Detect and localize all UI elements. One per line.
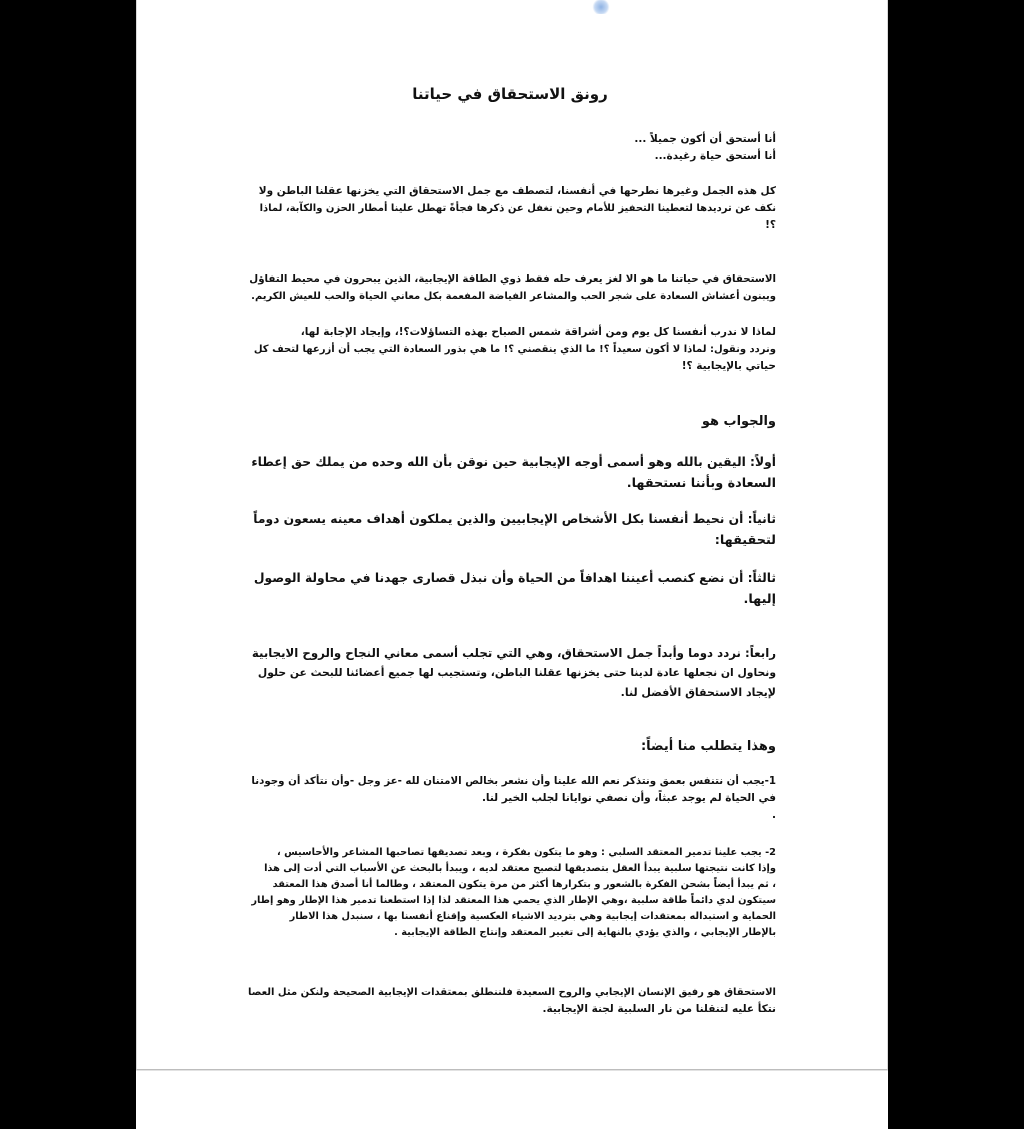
paragraph-1 bbox=[248, 183, 776, 234]
point-first bbox=[248, 451, 776, 495]
paragraph-line: الاستحقاق في حياتنا ما هو الا لغز يعرف حله فقط ذوي الطاقة الإيجابية، الذين يبحرون في محيط التفاؤل bbox=[249, 273, 776, 285]
answer-heading bbox=[248, 412, 776, 432]
paragraph-line: ويبنون أعشاش السعادة على شجر الحب والمشاعر الفياضة المفعمة بكل معاني الحياة والحب للعيش الكريم. bbox=[251, 291, 776, 302]
document-title: رونق الاستحقاق في حياتنا bbox=[412, 85, 608, 103]
paragraph-line: ونردد ونقول: لماذا لا أكون سعيداً ؟! ما الذي ينقصني ؟! ما هي بذور السعادة التي يجب أن أزرعها لتحف كل bbox=[253, 344, 776, 355]
item-line: بالإطار الإيجابي ، والذي يؤدي بالنهاية إلى تغيير المعتقد وإنتاج الطاقة الإيجابية . bbox=[394, 927, 776, 938]
scan-blot bbox=[592, 0, 610, 14]
point-line: إليها. bbox=[743, 592, 776, 607]
point-second bbox=[248, 508, 776, 552]
item-line: . bbox=[772, 809, 776, 821]
heading-text: والجواب هو bbox=[701, 414, 776, 429]
heading-text: وهذا يتطلب منا أيضاً: bbox=[640, 739, 776, 754]
paragraph-2 bbox=[248, 271, 776, 305]
intro-line: أنا أستحق حياة رغيدة... bbox=[654, 150, 776, 162]
paragraph-line: لماذا لا ندرب أنفسنا كل يوم ومن أشراقة شمس الصباح بهذه التساؤلات؟!، وإيجاد الإجابة لها، bbox=[300, 326, 776, 338]
intro-line: أنا أستحق أن أكون جميلاً ... bbox=[634, 133, 776, 145]
conclusion-paragraph bbox=[248, 984, 776, 1018]
item-2 bbox=[248, 845, 776, 941]
item-line: 2- يجب علينا تدمير المعتقد السلبي : وهو ما يتكون بفكرة ، وبعد تصديقها تصاحبها المشاعر والأحاسيس ، bbox=[277, 847, 776, 858]
item-line: وإذا كانت نتيجتها سلبية يبدأ العقل بتصديقها لتصبح معتقد لديه ، ويبدأ بالبحث عن الأسباب التي أدت إلى هذا bbox=[264, 863, 776, 874]
item-line: الحماية و استبداله بمعتقدات إيجابية وهي بترديد الاشياء العكسية وإقناع أنفسنا بها ، سنبدل هذا الاطار bbox=[289, 911, 776, 922]
item-line: ، ثم يبدأ أيضاً بشحن الفكرة بالشعور و بتكرارها أكثر من مرة يتكون المعتقد ، وطالما أنا أصدق هذا المعتقد bbox=[272, 879, 776, 890]
intro-paragraph bbox=[248, 131, 776, 165]
item-line: 1-يجب أن نتنفس بعمق ونتذكر نعم الله علينا وأن نشعر بخالص الامتنان لله -عز وجل -وأن نتأكد أن وجودنا bbox=[251, 775, 776, 787]
point-line: ثالثاً: أن نضع كنصب أعيننا اهدافاً من الحياة وأن نبذل قصارى جهدنا في محاولة الوصول bbox=[253, 571, 776, 585]
point-fourth bbox=[248, 643, 776, 703]
item-line: سيتكون لدي دائماً طاقة سلبية ،وهي الإطار الذي يحمي هذا المعتقد لذا إذا استطعنا تدمير هذا الإطار وهو إطار bbox=[251, 895, 776, 906]
paragraph-line: ؟! bbox=[765, 219, 776, 231]
item-line: في الحياة لم يوجد عبثاً، وأن نصفي نوايانا لجلب الخير لنا. bbox=[481, 792, 776, 804]
paragraph-line: حياتي بالإيجابية ؟! bbox=[681, 360, 776, 372]
next-page-area bbox=[136, 1070, 888, 1129]
point-line: لإيجاد الاستحقاق الأفضل لنا. bbox=[620, 686, 776, 699]
point-line: رابعاً: نردد دوما وأبداً جمل الاستحقاق، وهي التي تجلب أسمى معاني النجاح والروح الايجابية bbox=[251, 646, 776, 660]
point-line: لتحقيقها: bbox=[714, 533, 776, 548]
requires-heading bbox=[248, 737, 776, 757]
point-line: ثانياً: أن نحيط أنفسنا بكل الأشخاص الإيجابيين والذين يملكون أهداف معينه يسعون دوماً bbox=[253, 512, 776, 526]
point-line: السعادة وبأننا نستحقها. bbox=[626, 476, 776, 491]
point-third bbox=[248, 567, 776, 611]
point-line: أولاً: اليقين بالله وهو أسمى أوجه الإيجابية حين نوقن بأن الله وحده من يملك حق إعطاء bbox=[251, 455, 776, 469]
paragraph-3 bbox=[248, 324, 776, 375]
paragraph-line: كل هذه الجمل وغيرها نطرحها في أنفسنا، لتصطف مع جمل الاستحقاق التي يخزنها عقلنا الباطن ولا bbox=[258, 185, 776, 197]
paragraph-line: الاستحقاق هو رفيق الإنسان الإيجابي والروح السعيدة فلننطلق بمعتقدات الإيجابية الصحيحة ولنكن مثل العصا bbox=[248, 987, 776, 998]
item-1 bbox=[248, 773, 776, 824]
point-line: ونحاول ان نجعلها عادة لدينا حتى يخزنها عقلنا الباطن، وتستجيب لها جميع أعضائنا للبحث عن حلول bbox=[257, 666, 776, 679]
paragraph-line: نكف عن ترديدها لتعطينا التحفيز للأمام وحين نغفل عن ذكرها فجأةً تهطل علينا أمطار الحزن والكآبة، لماذا bbox=[259, 203, 776, 214]
paragraph-line: نتكأ عليه لتنقلنا من نار السلبية لجنة الإيجابية. bbox=[542, 1003, 776, 1015]
